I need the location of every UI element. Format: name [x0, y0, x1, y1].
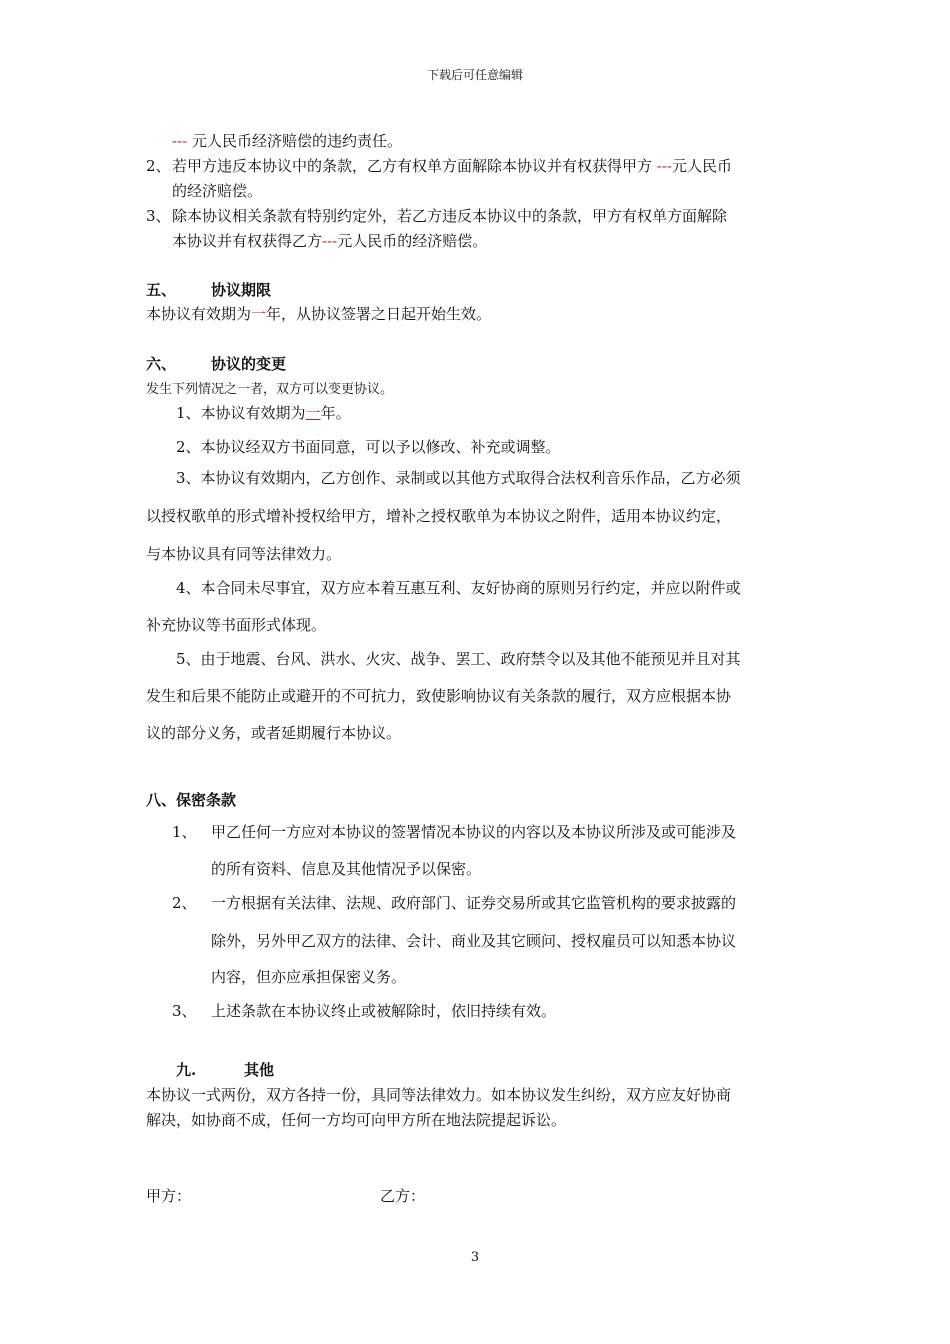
paragraph-part: 年，从协议签署之日起开始生效。 [266, 305, 492, 323]
clause-number: 3、 [146, 207, 171, 225]
section-heading: 其他 [244, 1061, 275, 1079]
list-item [176, 402, 351, 423]
highlighted-term: 一 [251, 305, 267, 323]
clause-text: 除本协议相关条款有特别约定外，若乙方违反本协议中的条款，甲方有权单方面解除 [172, 207, 728, 225]
section-heading: 协议期限 [211, 281, 272, 299]
page-header: 下载后可任意编辑 [426, 68, 523, 82]
clause-text-part: 元人民币 [672, 157, 733, 175]
clause-number: 2、 [172, 894, 197, 912]
clause-text: 上述条款在本协议终止或被解除时，依旧持续有效。 [211, 1002, 557, 1020]
list-item-continuation: 补充协议等书面形式体现。 [146, 616, 327, 634]
clause-text [172, 230, 487, 251]
list-item-part: 1、本协议有效期为 [176, 404, 306, 422]
clause-text-part: 元人民币的经济赔偿。 [337, 232, 488, 250]
clause-text: 元人民币经济赔偿的违约责任。 [187, 132, 402, 150]
amount-blank: --- [656, 157, 672, 175]
clause-text: 一方根据有关法律、法规、政府部门、证券交易所或其它监管机构的要求披露的 [211, 894, 737, 912]
amount-blank: --- [322, 232, 338, 250]
clause-continuation [172, 130, 402, 151]
clause-text-part: 若甲方违反本协议中的条款，乙方有权单方面解除本协议并有权获得甲方 [172, 157, 657, 175]
amount-blank: --- [172, 132, 188, 150]
clause-text: 内容，但亦应承担保密义务。 [211, 968, 407, 986]
clause-number: 3、 [172, 1002, 197, 1020]
list-item: 5、由于地震、台风、洪水、火灾、战争、罢工、政府禁令以及其他不能预见并且对其 [176, 650, 741, 668]
paragraph: 发生下列情况之一者，双方可以变更协议。 [146, 382, 394, 397]
clause-text: 的所有资料、信息及其他情况予以保密。 [211, 860, 482, 878]
paragraph: 解决，如协商不成，任何一方均可向甲方所在地法院提起诉讼。 [146, 1111, 567, 1129]
paragraph-part: 本协议有效期为 [146, 305, 252, 323]
section-number: 九. [176, 1061, 197, 1079]
clause-text-part: 本协议并有权获得乙方 [172, 232, 323, 250]
clause-text: 除外，另外甲乙双方的法律、会计、商业及其它顾问、授权雇员可以知悉本协议 [211, 932, 737, 950]
page-number: 3 [470, 1250, 480, 1265]
list-item: 3、本协议有效期内，乙方创作、录制或以其他方式取得合法权利音乐作品，乙方必须 [176, 469, 741, 487]
paragraph [146, 303, 491, 324]
list-item-continuation: 议的部分义务，或者延期履行本协议。 [146, 724, 402, 742]
signature-party-a: 甲方： [146, 1187, 192, 1205]
clause-text: 的经济赔偿。 [172, 182, 263, 200]
section-number: 五、 [146, 281, 177, 299]
section-number: 六、 [146, 355, 177, 373]
paragraph: 本协议一式两份，双方各持一份，具同等法律效力。如本协议发生纠纷，双方应友好协商 [146, 1086, 732, 1104]
clause-text: 甲乙任何一方应对本协议的签署情况本协议的内容以及本协议所涉及或可能涉及 [211, 823, 737, 841]
clause-number: 2、 [146, 157, 171, 175]
clause-number: 1、 [172, 823, 197, 841]
highlighted-term: 一 [305, 404, 321, 422]
signature-party-b: 乙方： [380, 1187, 426, 1205]
clause-text [172, 155, 732, 176]
list-item-part: 年。 [320, 404, 351, 422]
list-item: 2、本协议经双方书面同意，可以予以修改、补充或调整。 [176, 438, 561, 456]
section-heading: 八、保密条款 [146, 791, 237, 809]
list-item-continuation: 与本协议具有同等法律效力。 [146, 545, 342, 563]
list-item-continuation: 以授权歌单的形式增补授权给甲方，增补之授权歌单为本协议之附件，适用本协议约定， [146, 507, 732, 525]
section-heading: 协议的变更 [211, 355, 287, 373]
list-item-continuation: 发生和后果不能防止或避开的不可抗力，致使影响协议有关条款的履行，双方应根据本协 [146, 687, 732, 705]
list-item: 4、本合同未尽事宜，双方应本着互惠互利、友好协商的原则另行约定，并应以附件或 [176, 579, 741, 597]
